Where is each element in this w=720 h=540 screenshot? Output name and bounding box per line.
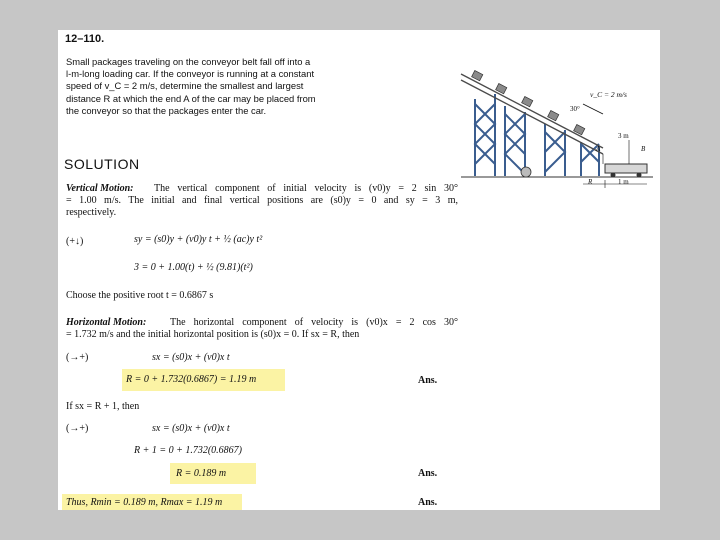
- document-page: [58, 30, 660, 510]
- vertical-heading: Vertical Motion:: [66, 183, 134, 194]
- velocity-label: v_C = 2 m/s: [590, 90, 627, 99]
- vertical-line: respectively.: [66, 206, 117, 218]
- equation-3-result: R = 0.189 m: [176, 468, 227, 479]
- conveyor-figure: [453, 44, 658, 190]
- horizontal-line: The horizontal component of velocity is (v0)x = 2 cos 30°: [170, 317, 458, 328]
- height-label: 3 m: [618, 132, 629, 140]
- answer-label: Ans.: [418, 497, 438, 508]
- point-b-label: B: [641, 145, 646, 153]
- if-condition-text: If sx = R + 1, then: [66, 401, 140, 412]
- sign-convention-right: (→+): [66, 352, 89, 363]
- equation-3b: R + 1 = 0 + 1.732(0.6867): [134, 445, 243, 456]
- horizontal-heading: Horizontal Motion:: [66, 317, 147, 328]
- sign-convention-down: (+↓): [66, 236, 84, 247]
- horizontal-line: = 1.732 m/s and the initial horizontal position is (s0)x = 0. If sx = R, then: [66, 328, 360, 340]
- point-a-label: A: [596, 145, 601, 153]
- sign-convention-right: (→+): [66, 423, 89, 434]
- solution-heading: SOLUTION: [64, 156, 140, 172]
- vertical-paragraph: [66, 183, 458, 218]
- answer-label: Ans.: [418, 375, 438, 386]
- root-text: Choose the positive root t = 0.6867 s: [66, 290, 214, 301]
- equation-1b: 3 = 0 + 1.00(t) + ½ (9.81)(t²): [134, 262, 253, 273]
- equation-3: sx = (s0)x + (v0)x t: [152, 423, 230, 434]
- statement-line: speed of v_C = 2 m/s, determine the smallest and largest: [66, 80, 304, 92]
- answer-label: Ans.: [418, 468, 438, 479]
- problem-number: 12–110.: [65, 33, 105, 45]
- statement-line: Small packages traveling on the conveyor belt fall off into a: [66, 56, 311, 67]
- statement-line: l-m-long loading car. If the conveyor is running at a constant: [66, 68, 315, 80]
- horizontal-paragraph: [66, 317, 458, 341]
- vertical-line: The vertical component of initial velocity is (v0)y = 2 sin 30°: [154, 183, 458, 194]
- problem-statement: [66, 56, 336, 117]
- r-dimension-label: R: [588, 178, 593, 186]
- statement-line: distance R at which the end A of the car may be placed from: [66, 92, 316, 104]
- equation-1a: sy = (s0)y + (v0)y t + ½ (ac)y t²: [134, 234, 263, 245]
- equation-2-result: R = 0 + 1.732(0.6867) = 1.19 m: [126, 374, 257, 385]
- vertical-line: = 1.00 m/s. The initial and final vertical positions are (s0)y = 0 and sy = 3 m,: [66, 194, 458, 206]
- one-meter-label: 1 m: [618, 178, 629, 186]
- angle-label: 30°: [570, 105, 580, 113]
- final-answer-text: Thus, Rmin = 0.189 m, Rmax = 1.19 m: [66, 497, 223, 508]
- statement-line: the conveyor so that the packages enter the car.: [66, 104, 267, 116]
- equation-2: sx = (s0)x + (v0)x t: [152, 352, 230, 363]
